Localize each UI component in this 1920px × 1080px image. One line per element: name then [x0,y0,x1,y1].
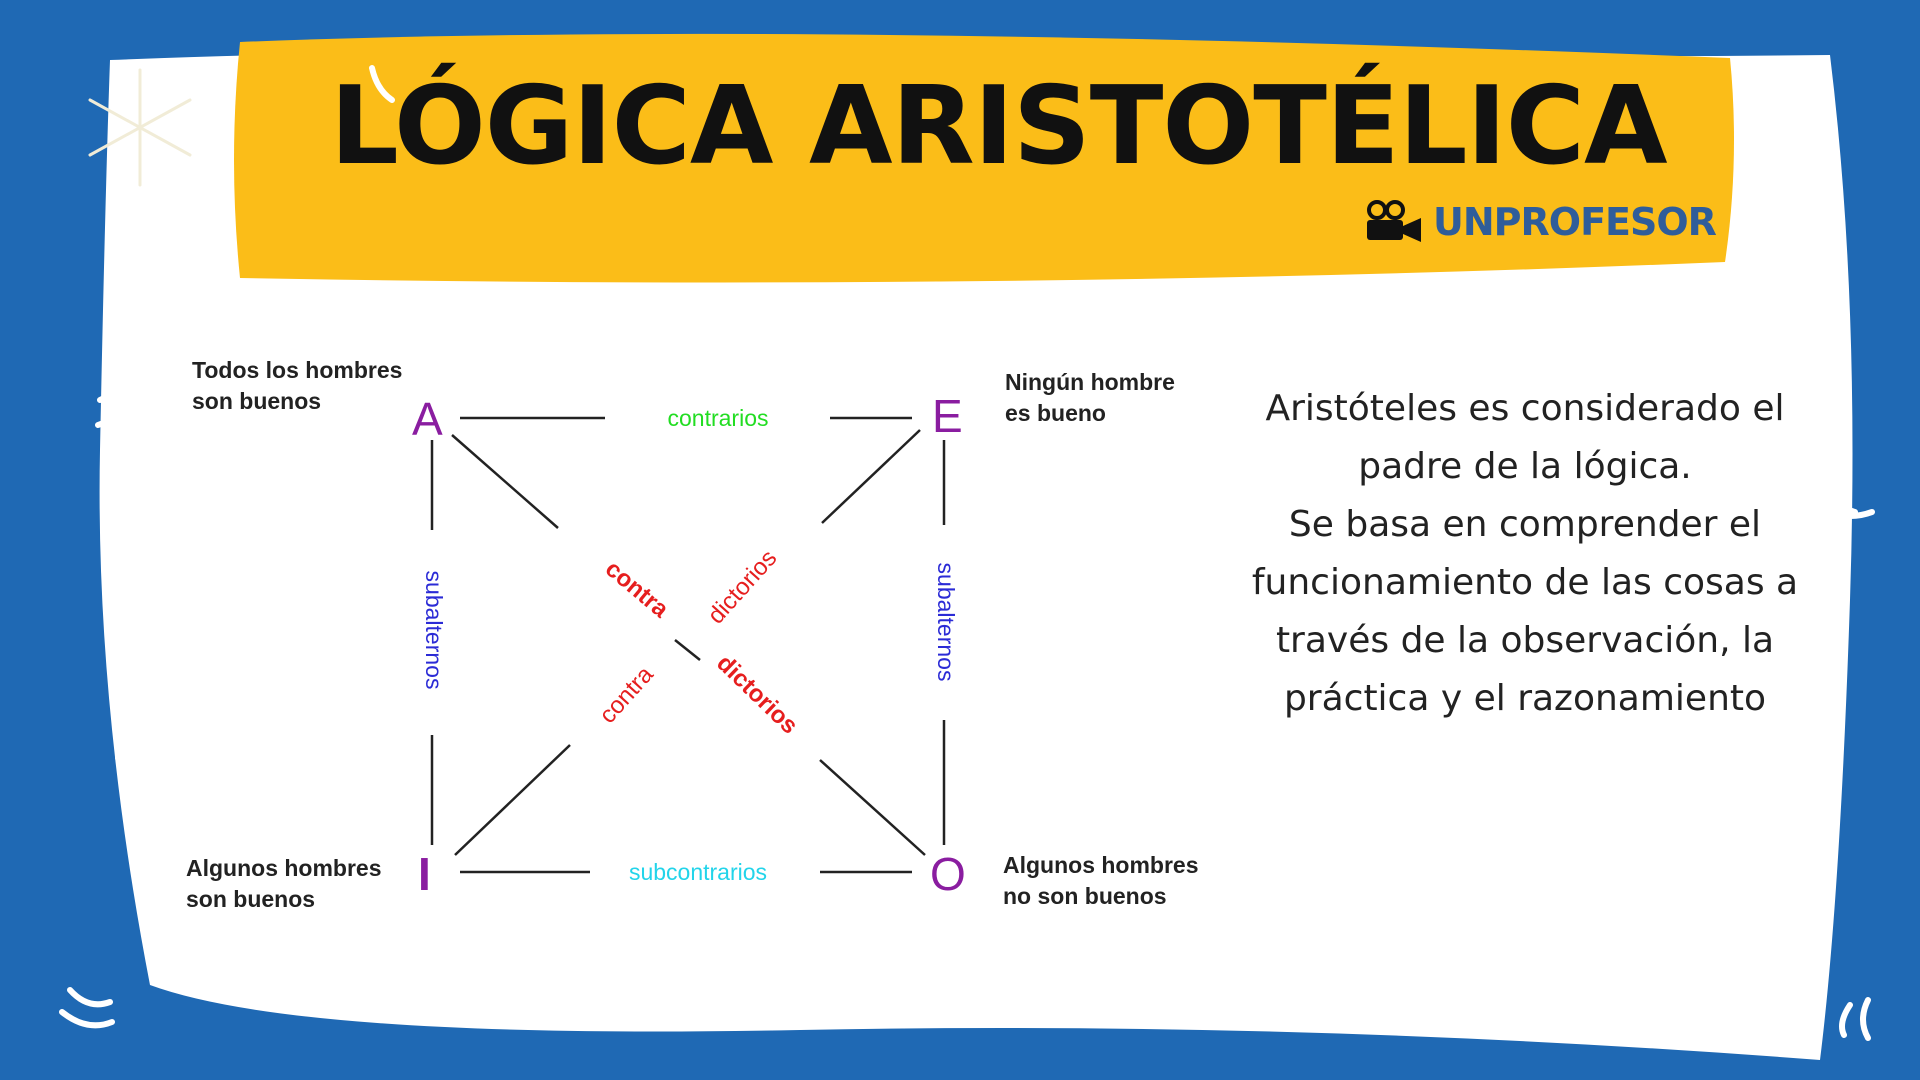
vertex-o-line2: no son buenos [1003,883,1167,909]
relation-dictorios-upper: dictorios [702,544,783,630]
description-paragraph: Aristóteles es considerado el padre de la lógica. [1265,388,1785,487]
diagram-lines [432,418,944,872]
relation-subalternos-right: subalternos [933,562,959,682]
relation-contra-lower: contra [594,661,659,729]
camera-icon [1365,200,1423,244]
description-paragraph: Se basa en comprender el funcionamiento de las cosas a través de la observación, la práctica y el razonamiento [1251,504,1799,719]
page-title: LÓGICA ARISTOTÉLICA [330,64,1667,189]
vertex-a-line1: Todos los hombres [192,357,403,383]
vertex-o-letter: O [930,848,966,900]
relation-subcontrarios: subcontrarios [628,859,768,885]
line-diag-center [675,640,700,660]
vertex-e-line2: es bueno [1005,400,1106,426]
vertex-e-letter: E [932,390,963,442]
relation-contra-upper: contra [600,555,674,624]
relation-dictorios-lower: dictorios [711,649,804,740]
vertex-i-line1: Algunos hombres [186,855,382,881]
line-diag-e-top [822,430,920,523]
line-diag-a-top [452,435,558,528]
line-diag-o-bottom [820,760,925,855]
line-diag-i-bottom [455,745,570,855]
brand-name: UNPROFESOR [1433,200,1716,244]
vertex-o-line1: Algunos hombres [1003,852,1199,878]
relation-contrarios: contrarios [667,405,769,431]
vertex-i-line2: son buenos [186,886,316,912]
relation-subalternos-left: subalternos [421,570,447,690]
description [1250,380,1800,728]
square-of-opposition [170,340,1230,940]
vertex-i-letter: I [418,848,431,900]
vertex-a-line2: son buenos [192,388,322,414]
brand-logo [1365,192,1716,252]
vertex-a-letter: A [412,393,443,445]
vertex-e-line1: Ningún hombre [1005,369,1175,395]
